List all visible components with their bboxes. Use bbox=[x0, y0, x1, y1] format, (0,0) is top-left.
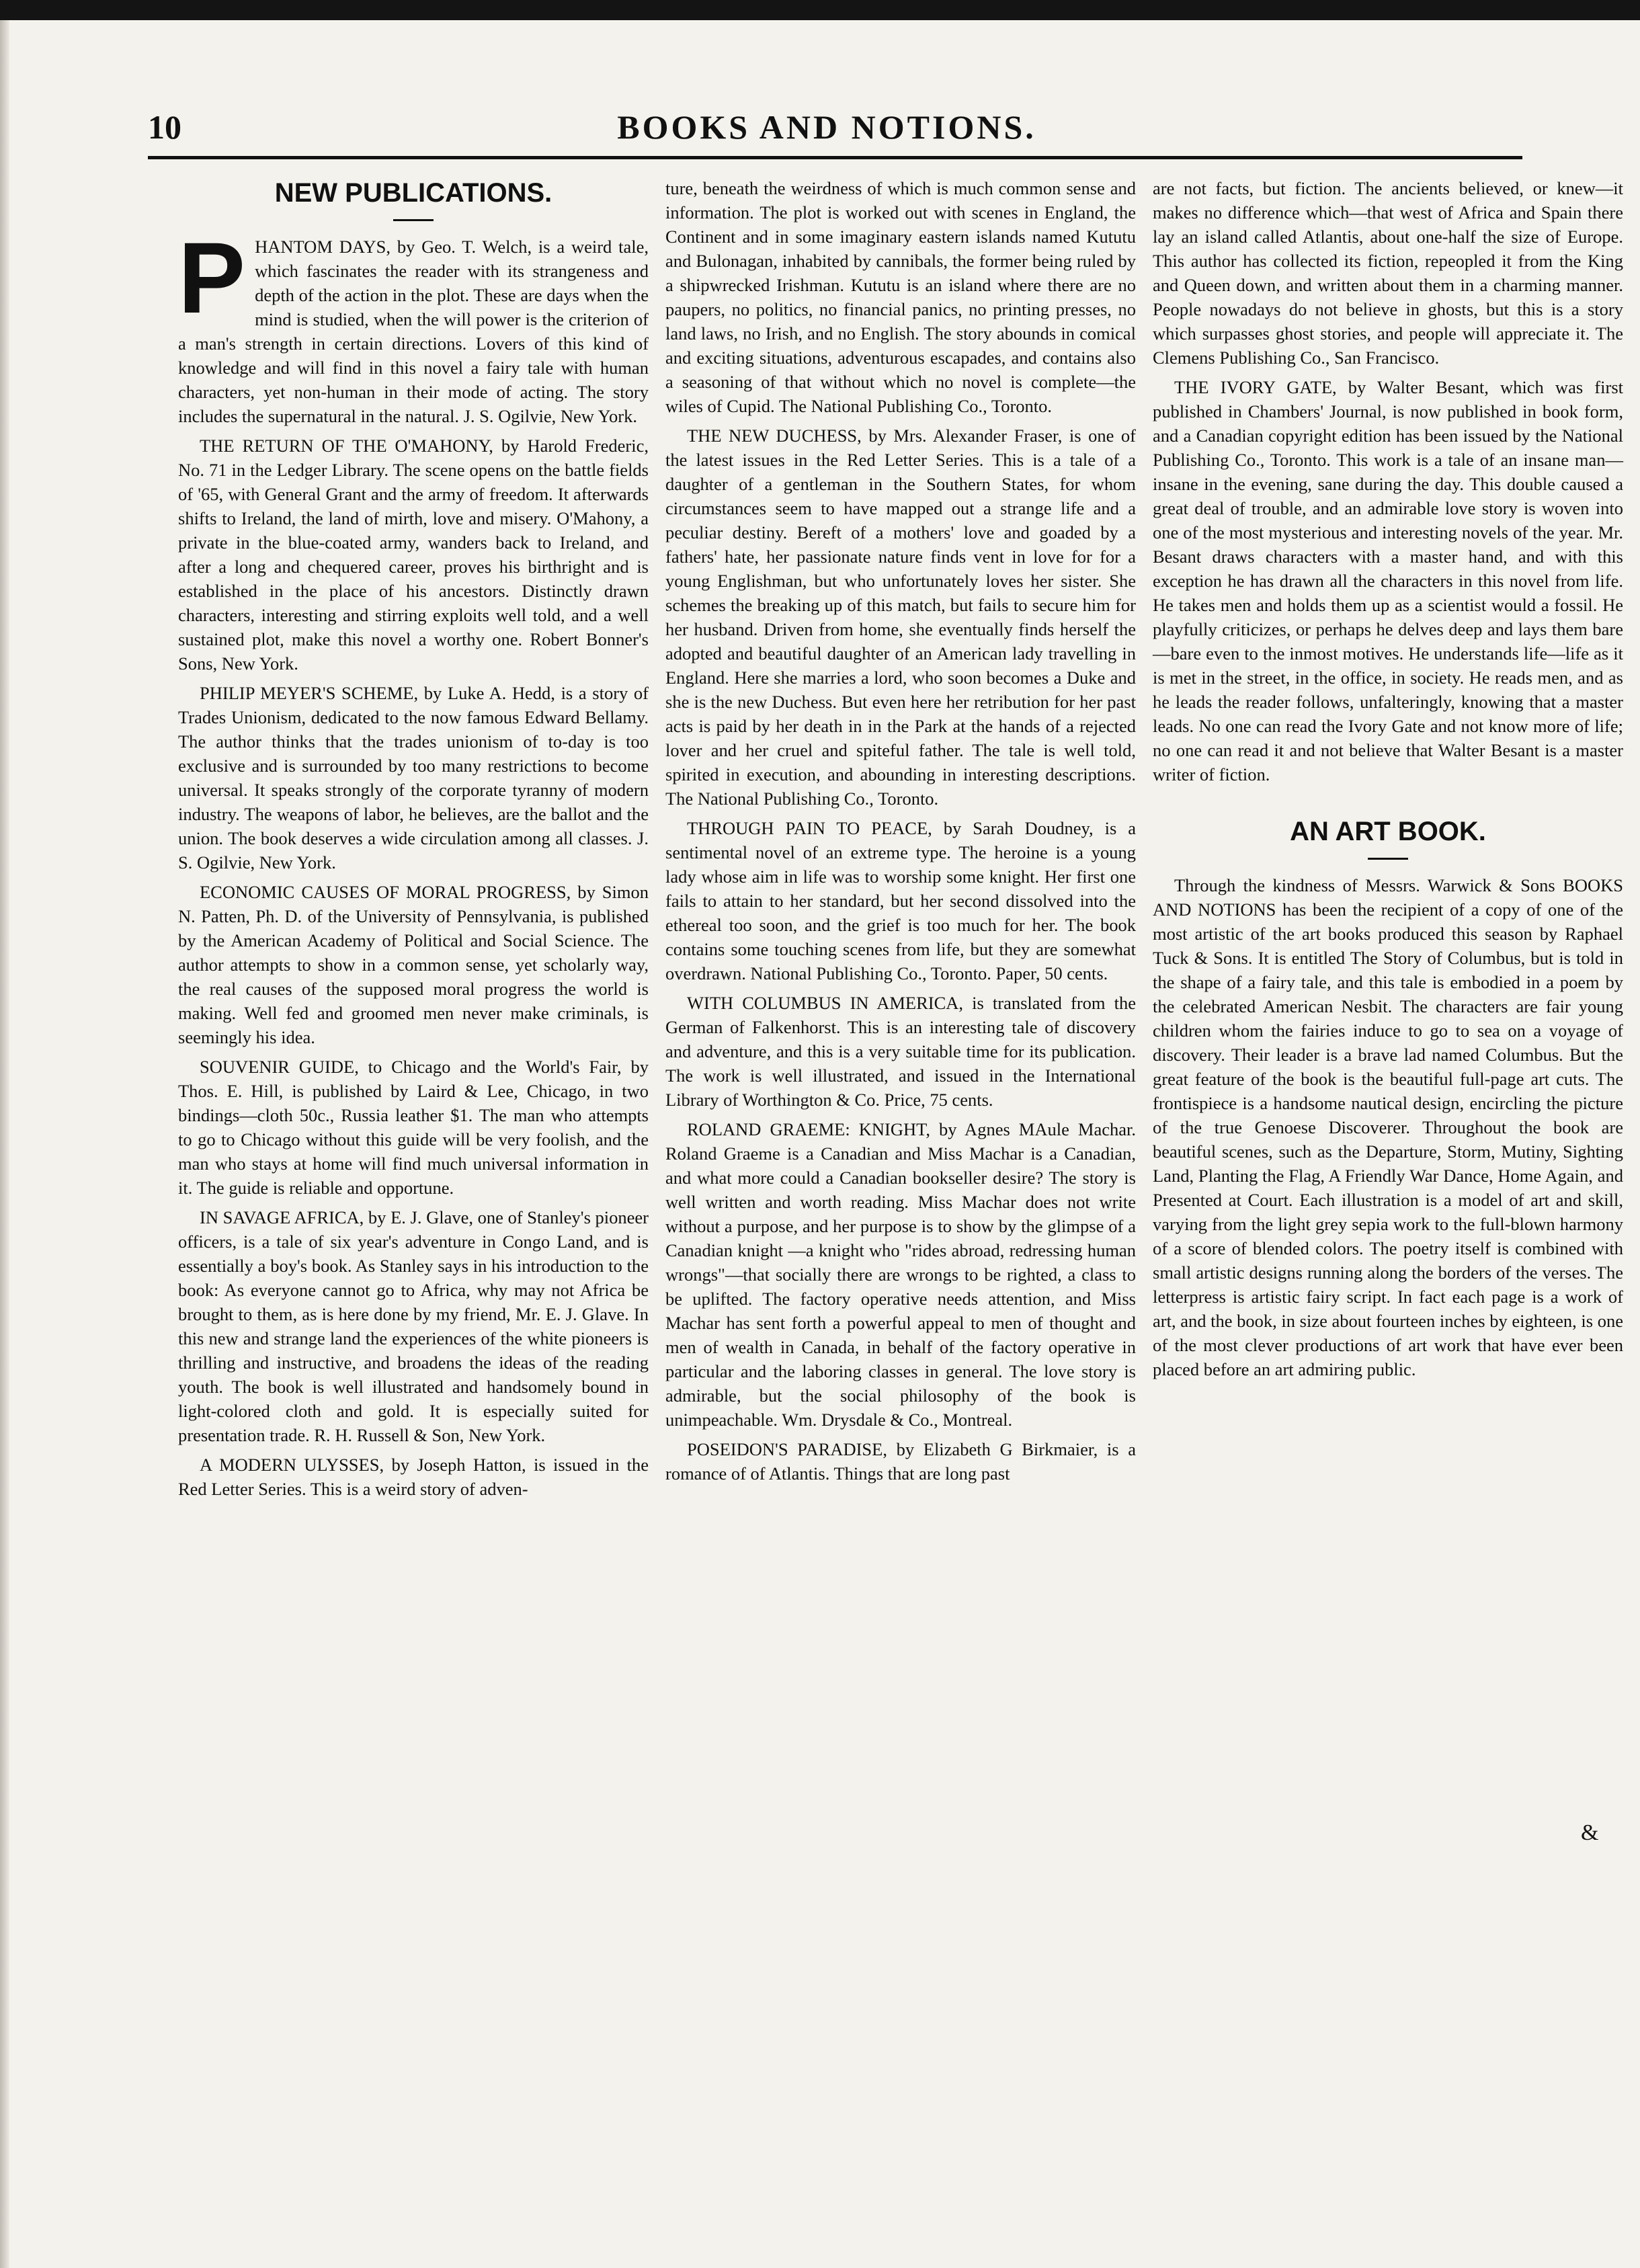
article-in-savage-africa: IN SAVAGE AFRICA, by E. J. Glave, one of Stanley's pioneer officers, is a tale of six year's adventure in Congo Land, and is essentially a boy's book. As Stanley says in his introduction to the book: As everyone cannot go to Africa, why may not Africa be brought to them, as is here done by my friend, Mr. E. J. Glave. In this new and strange land the experiences of the white pioneers is thrilling and instructive, and broadens the ideas of the reading youth. The book is well illustrated and handsomely bound in light-colored cloth and gold. It is especially suited for presentation trade. R. H. Russell & Son, New York. bbox=[178, 1207, 649, 1445]
article-phantom-days bbox=[178, 221, 649, 428]
article-the-new-duchess: THE NEW DUCHESS, by Mrs. Alexander Fraser, is one of the latest issues in the Red Letter Series. This is a tale of a daughter of a gentleman in the Southern States, for whom circumstances seem to have mapped out a strange life and a peculiar destiny. Bereft of a mothers' love and goaded by a fathers' hate, her passionate nature finds vent in love for for a young Englishman, but who unfortunately loves her sister. She schemes the breaking up of this match, but fails to secure him for her husband. Driven from home, she eventually finds herself the adopted and beautiful daughter of an American lady travelling in England. Here she marries a lord, who soon becomes a Duke and she is the new Duchess. But even here her retribution for her past acts is paid by her death in in the Park at the hands of a rejected lover and her cruel and spiteful father. The tale is well told, spirited in execution, and abounding in interesting descriptions. The National Publishing Co., Toronto. bbox=[665, 426, 1136, 809]
article-the-ivory-gate: THE IVORY GATE, by Walter Besant, which was first published in Chambers' Journal, is now published in book form, and a Canadian copyright edition has been issued by the National Publishing Co., Toronto. This work is a tale of an insane man—insane in the evening, sane during the day. This double caused a great deal of trouble, and an admirable love story is woven into one of the most mysterious and interesting novels of the year. Mr. Besant draws characters with a master hand, and with this exception he has drawn all the characters in this novel from life. He takes men and holds them up as a scientist would a fossil. He playfully criticizes, or perhaps he delves deep and lays them bare—bare even to the inmost motives. He understands life—life as it is met in the street, in the office, in society. He reads men, and as he leads the reader follows, unfalteringly, knowing that a master leads. No one can read the Ivory Gate and not know more of life; no one can read it and not believe that Walter Besant is a master writer of fiction. bbox=[1153, 377, 1623, 784]
column-1 bbox=[178, 176, 649, 1506]
scan-left-edge bbox=[0, 20, 9, 2268]
article-a-modern-ulysses-continued: ture, beneath the weirdness of which is much common sense and information. The plot is worked out with scenes in England, the Continent and in some imaginary eastern islands named Kututu and Bulonagan, inhabited by cannibals, the former being ruled by a shipwrecked Irishman. Kututu is an island where there are no paupers, no politics, no financial panics, no printing presses, no land laws, no Irish, and no English. The story abounds in comical and exciting situations, adventurous escapades, and contains also a seasoning of that without which no novel is complete—the wiles of Cupid. The National Publishing Co., Toronto. bbox=[665, 178, 1136, 416]
section-rule bbox=[1368, 858, 1408, 860]
section-heading-new-publications: NEW PUBLICATIONS. bbox=[274, 178, 552, 208]
section-heading-art-book: AN ART BOOK. bbox=[1290, 817, 1486, 846]
page-header bbox=[148, 101, 1506, 155]
article-text: HANTOM DAYS, by Geo. T. Welch, is a weird tale, which fascinates the reader with its strangeness and depth of the action in the plot. These are days when the mind is studied, when the will power is the criterion of a man's strength in certain directions. Lovers of this kind of knowledge and will find in this novel a fairy tale with human characters, yet non-human in their mode of acting. The story includes the supernatural in the natural. J. S. Ogilvie, New York. bbox=[178, 237, 649, 426]
column-2 bbox=[665, 176, 1136, 1491]
article-return-of-omahony: THE RETURN OF THE O'MAHONY, by Harold Frederic, No. 71 in the Ledger Library. The scene opens on the battle fields of '65, with General Grant and the army of freedom. It afterwards shifts to Ireland, the land of mirth, love and misery. O'Mahony, a private in the blue-coated army, wanders back to Ireland, and after a long and chequered career, proves his birthright and is established in the place of his ancestors. Distinctly drawn characters, interesting and stirring exploits well told, and a well sustained plot, make this novel a worthy one. Robert Bonner's Sons, New York. bbox=[178, 436, 649, 674]
header-rule bbox=[148, 156, 1522, 159]
article-economic-causes: ECONOMIC CAUSES OF MORAL PROGRESS, by Simon N. Patten, Ph. D. of the University of Pennsylvania, is published by the American Academy of Political and Social Science. The author attempts to show in a common sense, yet scholarly way, the real causes of the supposed moral progress the world is making. Well fed and groomed men never make criminals, is seemingly his idea. bbox=[178, 882, 649, 1047]
article-poseidons-paradise: POSEIDON'S PARADISE, by Elizabeth G Birkmaier, is a romance of of Atlantis. Things that are long past bbox=[665, 1439, 1136, 1484]
margin-mark: & bbox=[1581, 1820, 1599, 1845]
running-title: BOOKS AND NOTIONS. bbox=[617, 108, 1036, 146]
article-art-book: Through the kindness of Messrs. Warwick & Sons BOOKS AND NOTIONS has been the recipient of a copy of one of the most artistic of the art books produced this season by Raphael Tuck & Sons. It is entitled The Story of Columbus, but is told in the shape of a fairy tale, and this tale is embodied in a poem by the celebrated American Nesbit. The characters are fair young children whom the fairies induce to go to sea on a voyage of discovery. Their leader is a brave lad named Columbus. But the great feature of the book is the beautiful full-page art cuts. The frontispiece is a handsome nautical design, encircling the picture of the true Genoese Discoverer. Throughout the book are beautiful scenes, such as the Departure, Storm, Mutiny, Sighting Land, Planting the Flag, A Friendly War Dance, Home Again, and Presented at Court. Each illustration is a model of art and skill, varying from the light grey sepia work to the full-blown harmony of a score of blended colors. The poetry itself is combined with small artistic designs running along the borders of the verses. The letterpress is artistic fairy script. In fact each page is a work of art, and the book, in size about fourteen inches by eighteen, is one of the most clever productions of art work that have ever been placed before an art admiring public. bbox=[1153, 875, 1623, 1379]
article-a-modern-ulysses: A MODERN ULYSSES, by Joseph Hatton, is issued in the Red Letter Series. This is a weird story of adven- bbox=[178, 1455, 649, 1499]
scan-top-border bbox=[0, 0, 1640, 20]
article-roland-graeme-knight: ROLAND GRAEME: KNIGHT, by Agnes MAule Machar. Roland Graeme is a Canadian and Miss Machar is a Canadian, and what more could a Canadian bookseller desire? The story is well written and worth reading. Miss Machar does not write without a purpose, and her purpose is to show by the glimpse of a Canadian knight —a knight who "rides abroad, redressing human wrongs"—that socially there are wrongs to be righted, a class to be uplifted. The factory operative needs attention, and Miss Machar has sent forth a powerful appeal to men of thought and men of wealth in Canada, in behalf of the factory operative in particular and the laboring classes in general. The love story is admirable, but the social philosophy of the book is unimpeachable. Wm. Drysdale & Co., Montreal. bbox=[665, 1119, 1136, 1430]
page-number: 10 bbox=[148, 108, 181, 146]
article-through-pain-to-peace: THROUGH PAIN TO PEACE, by Sarah Doudney, is a sentimental novel of an extreme type. The heroine is a young lady whose aim in life was to worship some knight. Her first one fails to attain to her standard, but her second dissolved into the ethereal too soon, and the grief is too much for her. The book contains some touching scenes from life, but they are somewhat overdrawn. National Publishing Co., Toronto. Paper, 50 cents. bbox=[665, 818, 1136, 983]
article-with-columbus-in-america: WITH COLUMBUS IN AMERICA, is translated from the German of Falkenhorst. This is an interesting tale of discovery and adventure, and this is a very suitable time for its publication. The work is well illustrated, and issued in the International Library of Worthington & Co. Price, 75 cents. bbox=[665, 993, 1136, 1110]
drop-cap: P bbox=[178, 221, 246, 334]
article-philip-meyers-scheme: PHILIP MEYER'S SCHEME, by Luke A. Hedd, is a story of Trades Unionism, dedicated to the now famous Edward Bellamy. The author thinks that the trades unionism of to-day is too exclusive and is surrounded by too many restrictions to become universal. It speaks strongly of the corporate tyranny of modern industry. The weapons of labor, he believes, are the ballot and the union. The book deserves a wide circulation among all classes. J. S. Ogilvie, New York. bbox=[178, 683, 649, 873]
section-rule bbox=[393, 219, 434, 221]
article-souvenir-guide: SOUVENIR GUIDE, to Chicago and the World's Fair, by Thos. E. Hill, is published by Laird & Lee, Chicago, in two bindings—cloth 50c., Russia leather $1. The man who attempts to go to Chicago without this guide will be very foolish, and the man who stays at home will find much universal information in it. The guide is reliable and opportune. bbox=[178, 1057, 649, 1198]
article-poseidons-paradise-continued: are not facts, but fiction. The ancients believed, or knew—it makes no difference which—that west of Africa and Spain there lay an island called Atlantis, about one-half the size of Europe. This author has collected its fiction, repeopled it from the King and Queen down, and written about them in a charming manner. People nowadays do not believe in ghosts, but this is a story which surpasses ghost stories, and people will appreciate it. The Clemens Publishing Co., San Francisco. bbox=[1153, 178, 1623, 368]
column-3 bbox=[1153, 176, 1623, 1387]
